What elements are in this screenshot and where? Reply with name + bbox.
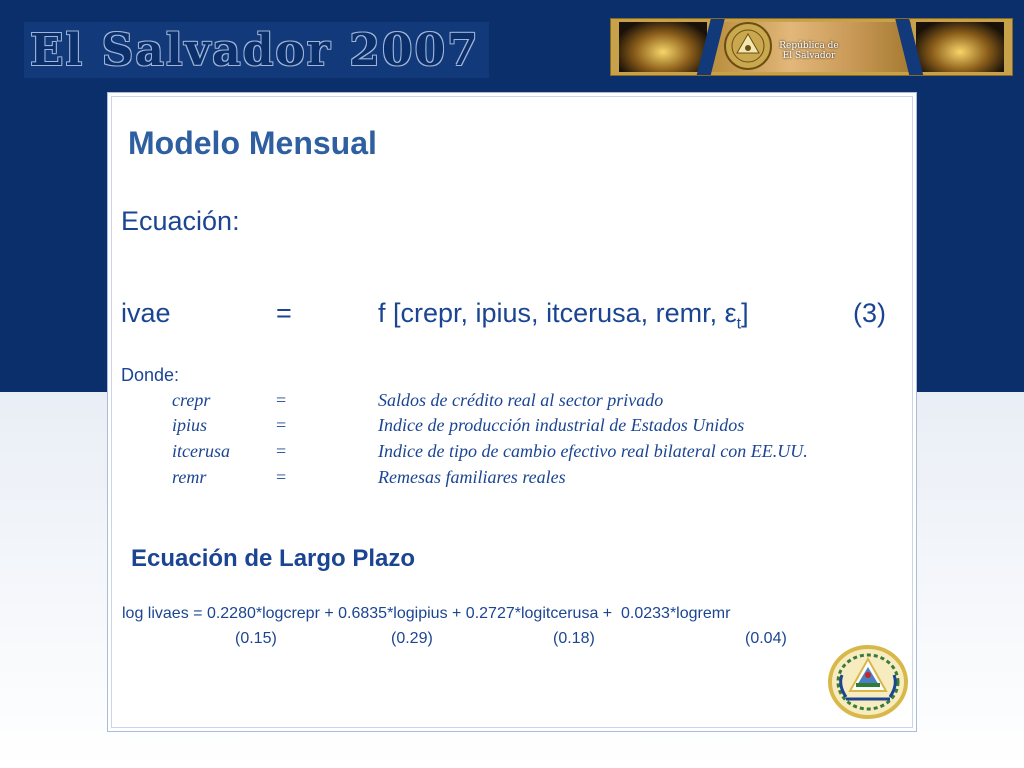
variable-name: ipius	[172, 415, 208, 435]
variable-equals: =	[276, 467, 287, 487]
palace-night-photo-right	[916, 22, 1004, 72]
equation-rhs-suffix: ]	[741, 298, 749, 328]
variable-row	[108, 441, 908, 465]
long-run-equation: log livaes = 0.2280*logcrepr + 0.6835*logipius + 0.2727*logitcerusa + 0.0233*logremr	[122, 605, 731, 622]
equation-rhs	[378, 298, 749, 333]
where-label: Donde:	[121, 365, 180, 385]
content-panel	[107, 92, 917, 732]
standard-error: (0.04)	[745, 630, 787, 647]
variable-description: Saldos de crédito real al sector privado	[378, 390, 664, 410]
equation-equals: =	[276, 298, 292, 328]
equation-lhs: ivae	[121, 298, 171, 328]
variable-description: Indice de producción industrial de Estados Unidos	[378, 415, 745, 435]
banner-title: El Salvador 2007	[24, 22, 489, 78]
coat-of-arms-icon	[828, 645, 908, 719]
variable-row	[108, 415, 908, 439]
equation-label: Ecuación:	[121, 206, 240, 236]
slide-title: Modelo Mensual	[128, 125, 377, 161]
variable-row	[108, 467, 908, 491]
variable-row	[108, 390, 908, 414]
national-seal-icon	[723, 21, 773, 71]
standard-error: (0.18)	[553, 630, 595, 647]
standard-error: (0.29)	[391, 630, 433, 647]
variable-description: Remesas familiares reales	[378, 467, 566, 487]
header-photo-banner	[610, 18, 1013, 76]
variable-equals: =	[276, 441, 287, 461]
variable-equals: =	[276, 390, 287, 410]
palace-night-photo-left	[619, 22, 707, 72]
variable-name: crepr	[172, 390, 211, 410]
variable-description: Indice de tipo de cambio efectivo real bilateral con EE.UU.	[378, 441, 808, 461]
variable-equals: =	[276, 415, 287, 435]
long-run-title: Ecuación de Largo Plazo	[131, 545, 416, 572]
standard-error: (0.15)	[235, 630, 277, 647]
banner-caption-line: El Salvador	[782, 51, 836, 61]
equation-rhs-prefix: f [crepr, ipius, itcerusa, remr,	[378, 298, 725, 328]
equation-subscript: t	[736, 315, 742, 333]
banner-caption-line: República de	[779, 41, 839, 51]
variable-name: itcerusa	[172, 441, 230, 461]
banner-caption	[769, 41, 849, 61]
variable-name: remr	[172, 467, 207, 487]
epsilon-symbol: ε	[724, 298, 737, 328]
equation-number: (3)	[853, 298, 886, 328]
